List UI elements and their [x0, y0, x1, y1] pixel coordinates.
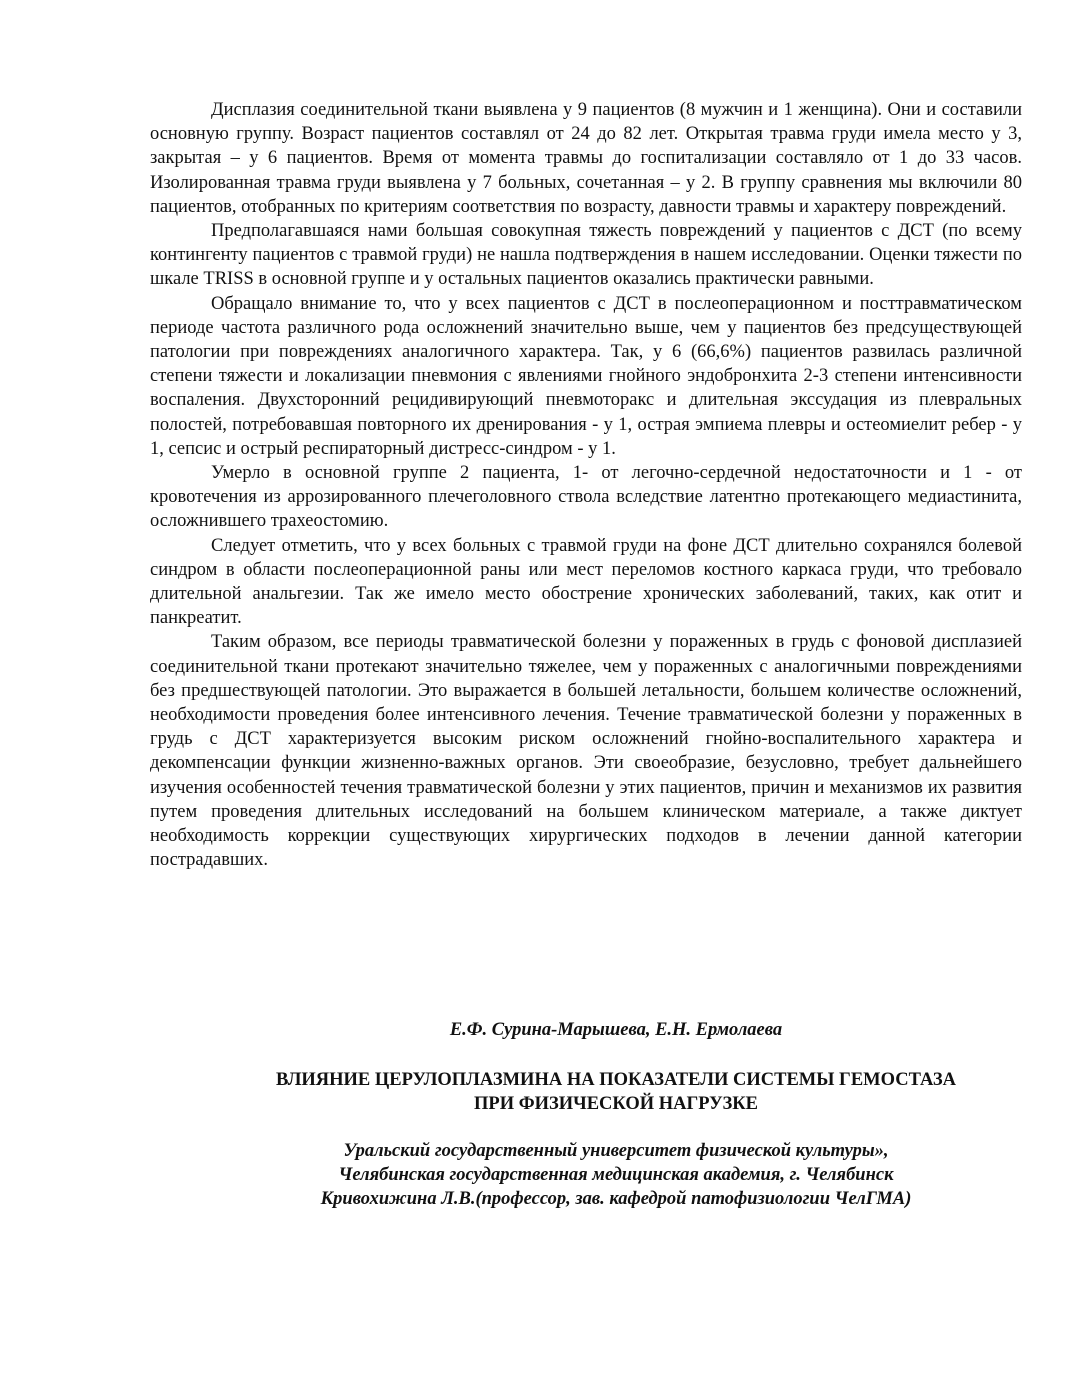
affiliation-line-3: Кривохижина Л.В.(профессор, зав. кафедрой патофизиологии ЧелГМА) [320, 1189, 912, 1209]
paragraph-2: Предполагавшаяся нами большая совокупная тяжесть повреждений у пациентов с ДСТ (по всему контингенту пациентов с травмой груди) не нашла подтверждения в нашем исследовании. Оценки тяжести по шкале TRISS в основной группе и у остальных пациентов оказались практически равными. [150, 221, 1022, 290]
article-title-line-2: ПРИ ФИЗИЧЕСКОЙ НАГРУЗКЕ [474, 1094, 758, 1114]
article-affiliation [150, 1139, 1022, 1211]
paragraph-5: Следует отметить, что у всех больных с травмой груди на фоне ДСТ длительно сохранялся болевой синдром в области послеоперационной раны или мест переломов костного каркаса груди, что требовало длительной анальгезии. Так же имело место обострение хронических заболеваний, таких, как отит и панкреатит. [150, 535, 1022, 629]
document-page [150, 98, 1022, 1209]
article-authors: Е.Ф. Сурина-Марышева, Е.Н. Ермолаева [449, 1020, 783, 1040]
paragraph-4: Умерло в основной группе 2 пациента, 1- от легочно-сердечной недостаточности и 1 - от кровотечения из аррозированного плечеголовного ствола вследствие латентно протекающего медиастинита, осложнившего трахеостомию. [150, 463, 1022, 532]
article-title-line-1: ВЛИЯНИЕ ЦЕРУЛОПЛАЗМИНА НА ПОКАЗАТЕЛИ СИСТЕМЫ ГЕМОСТАЗА [275, 1070, 957, 1090]
paragraph-1: Дисплазия соединительной ткани выявлена у 9 пациентов (8 мужчин и 1 женщина). Они и составили основную группу. Возраст пациентов составлял от 24 до 82 лет. Открытая травма груди имела место у 3, закрытая – у 6 пациентов. Время от момента травмы до госпитализации составляло от 1 до 33 часов. Изолированная травма груди выявлена у 7 больных, сочетанная – у 2. В группу сравнения мы включили 80 пациентов, отобранных по критериям соответствия по возрасту, давности травмы и характеру повреждений. [150, 100, 1022, 217]
paragraph-3: Обращало внимание то, что у всех пациентов с ДСТ в послеоперационном и посттравматическом периоде частота различного рода осложнений значительно выше, чем у пациентов без предсуществующей патологии при повреждениях аналогичного характера. Так, у 6 (66,6%) пациентов развилась различной степени тяжести и локализации пневмония с явлениями гнойного эндобронхита 2-3 степени интенсивности воспаления. Двухсторонний рецидивирующий пневмоторакс и длительная экссудация из плевральных полостей, потребовавшая повторного их дренирования - у 1, острая эмпиема плевры и остеомиелит ребер - у 1, сепсис и острый респираторный дистресс-синдром - у 1. [150, 293, 1022, 459]
affiliation-line-1: Уральский государственный университет физической культуры», [343, 1141, 889, 1161]
paragraph-6: Таким образом, все периоды травматической болезни у пораженных в грудь с фоновой дисплазией соединительной ткани протекают значительно тяжелее, чем у пораженных с аналогичными повреждениями без предшествующей патологии. Это выражается в большей летальности, большем количестве осложнений, необходимости проведения более интенсивного лечения. Течение травматической болезни у пораженных в грудь с ДСТ характеризуется высоким риском осложнений гнойно-воспалительного характера и декомпенсации функции жизненно-важных органов. Эти своеобразие, безусловно, требует дальнейшего изучения особенностей течения травматической болезни у этих пациентов, причин и механизмов их развития путем проведения длительных исследований на большем клиническом материале, а также диктует необходимость коррекции существующих хирургических подходов в лечении данной категории пострадавших. [150, 632, 1022, 871]
article-title [150, 1068, 1022, 1116]
affiliation-line-2: Челябинская государственная медицинская академия, г. Челябинск [338, 1165, 894, 1185]
